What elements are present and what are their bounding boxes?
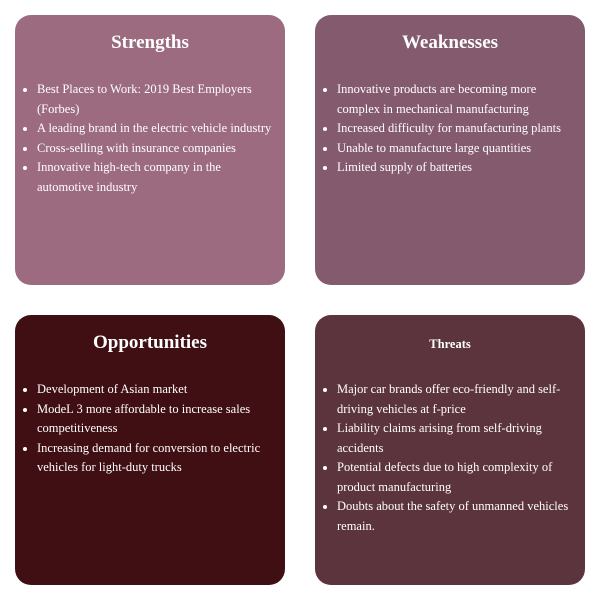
weaknesses-item: • Innovative products are becoming more complex in mechanical manufacturing bbox=[337, 80, 579, 119]
strengths-card bbox=[15, 15, 285, 285]
weaknesses-list bbox=[321, 80, 579, 178]
opportunities-item: • ModeL 3 more affordable to increase sales competitiveness bbox=[37, 400, 279, 439]
threats-item: • Liability claims arising from self-driving accidents bbox=[337, 419, 579, 458]
threats-item: • Major car brands offer eco-friendly and self-driving vehicles at f-price bbox=[337, 380, 579, 419]
opportunities-item: • Increasing demand for conversion to electric vehicles for light-duty trucks bbox=[37, 439, 279, 478]
threats-item: • Doubts about the safety of unmanned vehicles remain. bbox=[337, 497, 579, 536]
threats-title: Threats bbox=[429, 337, 471, 351]
weaknesses-card bbox=[315, 15, 585, 285]
weaknesses-title: Weaknesses bbox=[401, 32, 499, 53]
opportunities-item: • Development of Asian market bbox=[37, 380, 279, 400]
strengths-item: • Best Places to Work: 2019 Best Employers (Forbes) bbox=[37, 80, 279, 119]
weaknesses-item: • Unable to manufacture large quantities bbox=[337, 139, 579, 159]
threats-list bbox=[321, 380, 579, 536]
opportunities-card bbox=[15, 315, 285, 585]
strengths-item: • Cross-selling with insurance companies bbox=[37, 139, 279, 159]
threats-item: • Potential defects due to high complexity of product manufacturing bbox=[337, 458, 579, 497]
strengths-item: • Innovative high-tech company in the automotive industry bbox=[37, 158, 279, 197]
opportunities-title: Opportunities bbox=[92, 332, 208, 353]
strengths-item: • A leading brand in the electric vehicle industry bbox=[37, 119, 279, 139]
opportunities-list bbox=[21, 380, 279, 478]
weaknesses-item: • Limited supply of batteries bbox=[337, 158, 579, 178]
strengths-title: Strengths bbox=[111, 32, 189, 53]
strengths-list bbox=[21, 80, 279, 197]
weaknesses-item: • Increased difficulty for manufacturing plants bbox=[337, 119, 579, 139]
threats-card bbox=[315, 315, 585, 585]
